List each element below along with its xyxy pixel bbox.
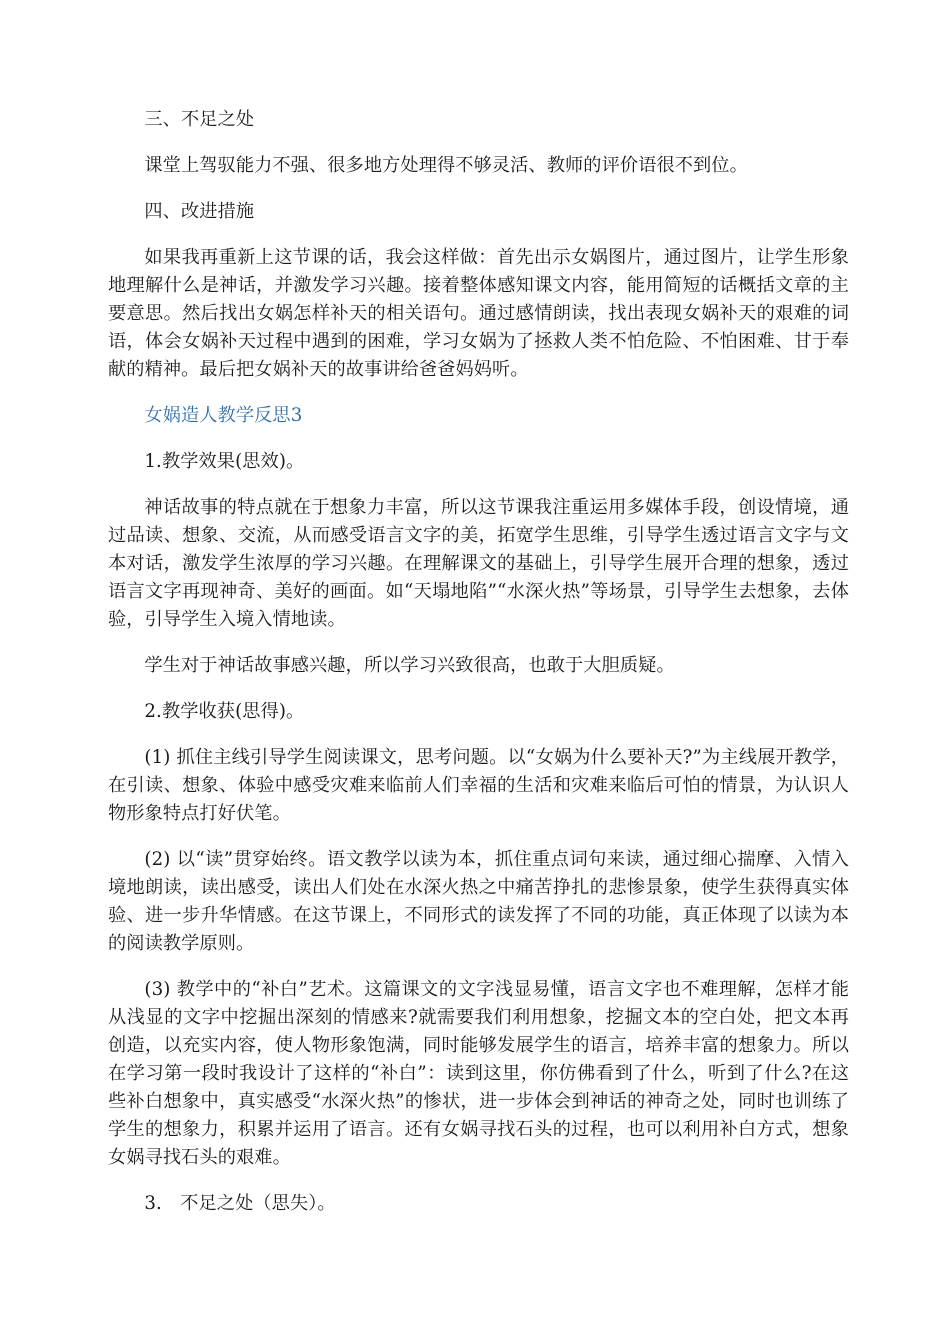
section-title-reflection-3: 女娲造人教学反思3	[144, 405, 303, 426]
heading-teaching-effect: 1.教学效果(思效)。	[144, 451, 305, 472]
heading-deficiencies: 3. 不足之处（思失）。	[144, 1193, 336, 1214]
body-student-interest: 学生对于神话故事感兴趣，所以学习兴致很高，也敢于大胆质疑。	[144, 655, 675, 676]
document-body	[108, 106, 849, 1236]
heading-shortcomings: 三、不足之处	[144, 109, 255, 130]
heading-teaching-gains: 2.教学收获(思得)。	[144, 701, 305, 722]
body-shortcomings: 课堂上驾驭能力不强、很多地方处理得不够灵活、教师的评价语很不到位。	[144, 155, 748, 176]
body-gain-2: (2) 以“读”贯穿始终。语文教学以读为本，抓住重点词句来读，通过细心揣摩、入情入境地朗读，读出感受，读出人们处在水深火热之中痛苦挣扎的悲惨景象，使学生获得真实体验、进一步升华情感。在这节课上，不同形式的读发挥了不同的功能，真正体现了以读为本的阅读教学原则。	[108, 849, 849, 954]
body-gain-1: (1) 抓住主线引导学生阅读课文，思考问题。以“女娲为什么要补天?”为主线展开教学，在引读、想象、体验中感受灾难来临前人们幸福的生活和灾难来临后可怕的情景，为认识人物形象特点打好伏笔。	[108, 747, 849, 824]
body-improvements: 如果我再重新上这节课的话，我会这样做：首先出示女娲图片，通过图片，让学生形象地理解什么是神话，并激发学习兴趣。接着整体感知课文内容，能用简短的话概括文章的主要意思。然后找出女娲怎样补天的相关语句。通过感情朗读，找出表现女娲补天的艰难的词语，体会女娲补天过程中遇到的困难，学习女娲为了拯救人类不怕危险、不怕困难、甘于奉献的精神。最后把女娲补天的故事讲给爸爸妈妈听。	[108, 247, 849, 380]
heading-improvements: 四、改进措施	[144, 201, 255, 222]
body-gain-3: (3) 教学中的“补白”艺术。这篇课文的文字浅显易懂，语言文字也不难理解，怎样才能从浅显的文字中挖掘出深刻的情感来?就需要我们利用想象，挖掘文本的空白处，把文本再创造，以充实内容，使人物形象饱满，同时能够发展学生的语言，培养丰富的想象力。所以在学习第一段时我设计了这样的“补白”：读到这里，你仿佛看到了什么，听到了什么?在这些补白想象中，真实感受“水深火热”的惨状，进一步体会到神话的神奇之处，同时也训练了学生的想象力，积累并运用了语言。还有女娲寻找石头的过程，也可以利用补白方式，想象女娲寻找石头的艰难。	[108, 979, 849, 1168]
body-teaching-effect: 神话故事的特点就在于想象力丰富，所以这节课我注重运用多媒体手段，创设情境，通过品读、想象、交流，从而感受语言文字的美，拓宽学生思维，引导学生透过语言文字与文本对话，激发学生浓厚的学习兴趣。在理解课文的基础上，引导学生展开合理的想象，透过语言文字再现神奇、美好的画面。如“天塌地陷”“水深火热”等场景，引导学生去想象，去体验，引导学生入境入情地读。	[108, 497, 849, 630]
